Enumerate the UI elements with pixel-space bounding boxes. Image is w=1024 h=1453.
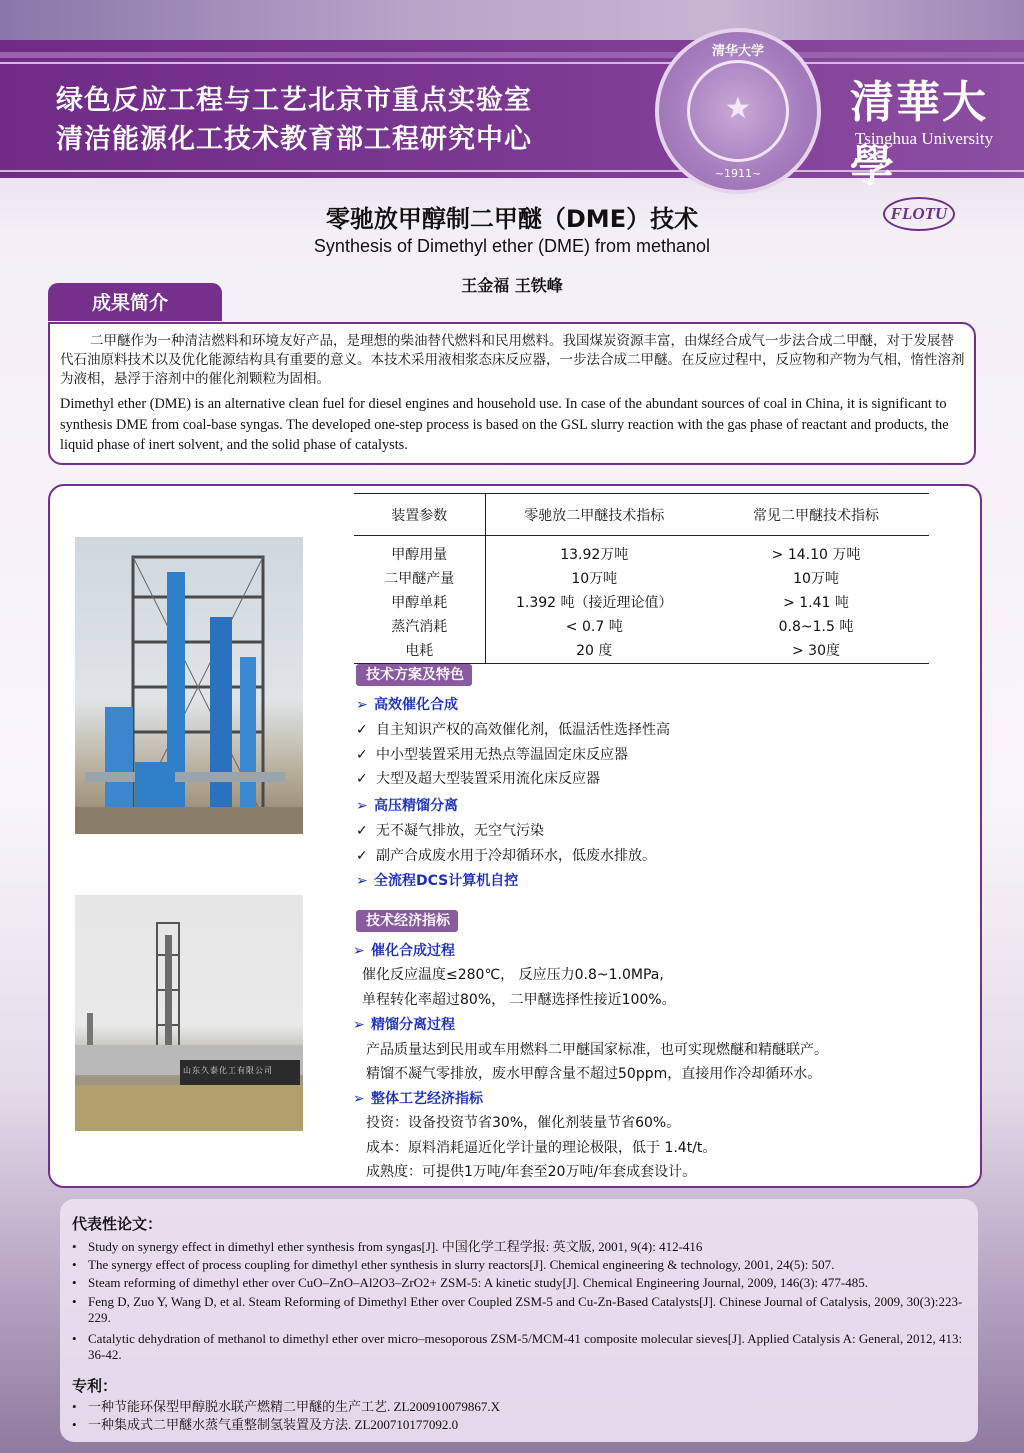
table-cell: 20 度 (485, 638, 703, 664)
arrow-icon: ➢ (353, 1017, 365, 1033)
feature-heading: ➢ 高效催化合成 (356, 697, 458, 713)
check-icon: ✓ (356, 823, 368, 839)
feature-heading: ➢ 全流程DCS计算机自控 (356, 873, 519, 889)
feature-item: ✓ 无不凝气排放，无空气污染 (356, 823, 544, 839)
authors: 王金福 王铁峰 (461, 276, 563, 295)
lab-name: 绿色反应工程与工艺北京市重点实验室 (56, 85, 532, 116)
check-icon: ✓ (356, 722, 368, 738)
feature-item: ✓ 中小型装置采用无热点等温固定床反应器 (356, 747, 628, 763)
section-tag-economics: 技术经济指标 (356, 910, 458, 932)
table-cell: 10万吨 (793, 570, 839, 587)
bullet-icon: • (72, 1239, 77, 1254)
feature-item: ✓ 自主知识产权的高效催化剂，低温活性选择性高 (356, 722, 670, 738)
summary-text-en: Dimethyl ether (DME) is an alternative clean fuel for diesel engines and household use. In case of the abundant sources of coal in China, it is significant to synthesis DME from coal-base syngas. The developed one-step process is based on the GSL slurry reaction with the gas phase of reactant and products, the liquid phase of inert solvent, and the solid phase of catalysts. (60, 396, 949, 453)
reference-item: • Feng D, Zuo Y, Wang D, et al. Steam Reforming of Dimethyl Ether over Coupled ZSM-5 and Cu-Zn-Based Catalysts[J]. Chinese Journal of Catalysis, 2009, 30(3):223-229. (72, 1294, 963, 1325)
bullet-icon: • (72, 1275, 77, 1290)
table-cell: 电耗 (354, 638, 485, 664)
table-cell: 甲醇单耗 (354, 590, 485, 614)
poster-title-en: Synthesis of Dimethyl ether (DME) from methanol (313, 236, 711, 256)
factory-sign: 山东久泰化工有限公司 (183, 1066, 273, 1075)
table-cell: 二甲醚产量 (354, 566, 485, 590)
bullet-icon: • (72, 1257, 77, 1272)
patents-heading: 专利： (72, 1377, 118, 1395)
patent-item: • 一种集成式二甲醚水蒸气重整制氢装置及方法. ZL200710177092.0 (72, 1417, 459, 1432)
table-row (354, 536, 929, 566)
feature-item: ✓ 副产合成废水用于冷却循环水，低废水排放。 (356, 848, 656, 864)
arrow-icon: ➢ (356, 697, 368, 713)
feature-item: ✓ 大型及超大型装置采用流化床反应器 (356, 771, 600, 787)
table-header-cell: 装置参数 (354, 494, 485, 536)
table-cell: 1.392 吨（接近理论值） (515, 594, 673, 611)
table-row (354, 614, 929, 638)
summary-text-cn: 二甲醚作为一种清洁燃料和环境友好产品，是理想的柴油替代燃料和民用燃料。我国煤炭资源丰富，由煤经合成气一步法合成二甲醚，对于发展替代石油原料技术以及优化能源结构具有重要的意义。本技术采用液相浆态床反应器，一步法合成二甲醚。在反应过程中，反应物和产物为气相，惰性溶剂为液相，悬浮于溶剂中的催化剂颗粒为固相。 (60, 333, 965, 387)
economics-line: 催化反应温度≤280℃， 反应压力0.8~1.0MPa, (362, 967, 664, 983)
flotu-logo: FLOTU (883, 197, 955, 231)
table-cell: 甲醇用量 (354, 536, 485, 566)
economics-line: 成本：原料消耗逼近化学计量的理论极限，低于 1.4t/t。 (366, 1140, 717, 1156)
feature-heading: ➢ 高压精馏分离 (356, 798, 458, 814)
reference-item: • The synergy effect of process coupling for dimethyl ether synthesis in slurry reactors[J]. Chemical engineering & technology, 2001, 24(5): 507. (72, 1257, 835, 1272)
star-icon: ★ (724, 91, 752, 126)
parameter-table (354, 493, 929, 664)
table-row (354, 566, 929, 590)
papers-heading: 代表性论文： (72, 1215, 163, 1233)
reference-item: • Study on synergy effect in dimethyl ether synthesis from syngas[J]. 中国化学工程学报: 英文版, 2001, 9(4): 412-416 (72, 1239, 703, 1254)
reference-item: • Steam reforming of dimethyl ether over CuO–ZnO–Al2O3–ZrO2+ ZSM-5: A kinetic study[J]. Chemical Engineering Journal, 2009, 146(3): 477-485. (72, 1275, 868, 1290)
table-header-cell: 零驰放二甲醚技术指标 (485, 494, 703, 536)
check-icon: ✓ (356, 848, 368, 864)
table-cell: 13.92万吨 (560, 546, 629, 563)
sky-background (0, 0, 1024, 40)
table-cell: > 1.41 吨 (783, 594, 849, 611)
section-tag-features: 技术方案及特色 (356, 664, 472, 686)
table-row (354, 590, 929, 614)
factory-photo (75, 895, 303, 1131)
patent-item: • 一种节能环保型甲醇脱水联产燃精二甲醚的生产工艺. ZL200910079867.X (72, 1399, 501, 1414)
check-icon: ✓ (356, 771, 368, 787)
seal-year: ~1911~ (714, 167, 762, 180)
table-header-row (354, 494, 929, 536)
economics-line: 精馏不凝气零排放，废水甲醇含量不超过50ppm，直接用作冷却循环水。 (366, 1066, 822, 1082)
table-cell: 蒸汽消耗 (354, 614, 485, 638)
table-row (354, 638, 929, 664)
arrow-icon: ➢ (356, 798, 368, 814)
tsinghua-seal-logo (655, 28, 821, 194)
poster-title-cn: 零驰放甲醇制二甲醚（DME）技术 (325, 205, 699, 233)
banner-stripe (0, 52, 1024, 58)
banner-divider (0, 62, 1024, 64)
university-name-en: Tsinghua University (855, 129, 994, 148)
section-tab-summary: 成果简介 (48, 283, 222, 321)
table-cell: > 14.10 万吨 (771, 546, 861, 563)
table-cell: 0.8~1.5 吨 (778, 618, 854, 635)
table-cell: > 30度 (703, 638, 929, 664)
check-icon: ✓ (356, 747, 368, 763)
economics-line: 产品质量达到民用或车用燃料二甲醚国家标准，也可实现燃醚和精醚联产。 (366, 1042, 828, 1058)
center-name: 清洁能源化工技术教育部工程研究中心 (56, 124, 532, 155)
seal-text: 清华大学 (711, 44, 764, 59)
summary-box (48, 322, 976, 465)
arrow-icon: ➢ (353, 943, 365, 959)
bullet-icon: • (72, 1294, 77, 1309)
bullet-icon: • (72, 1331, 77, 1346)
reference-item: • Catalytic dehydration of methanol to dimethyl ether over micro–mesoporous ZSM-5/MCM-41 composite molecular sieves[J]. Applied Catalysis A: General, 2012, 413: 36-42. (72, 1331, 963, 1362)
economics-line: 单程转化率超过80%， 二甲醚选择性接近100%。 (362, 992, 676, 1008)
economics-heading: ➢ 催化合成过程 (353, 943, 455, 959)
economics-heading: ➢ 整体工艺经济指标 (353, 1091, 483, 1107)
table-header-cell: 常见二甲醚技术指标 (703, 494, 929, 536)
seal-inner-ring (687, 60, 789, 162)
economics-line: 成熟度：可提供1万吨/年套至20万吨/年套成套设计。 (366, 1164, 697, 1180)
university-name-cn: 清華大學 (850, 77, 988, 192)
bullet-icon: • (72, 1417, 77, 1432)
bullet-icon: • (72, 1399, 77, 1414)
plant-photo (75, 537, 303, 834)
table-cell: < 0.7 吨 (565, 618, 623, 635)
table-cell: 10万吨 (571, 570, 618, 587)
economics-heading: ➢ 精馏分离过程 (353, 1017, 455, 1033)
arrow-icon: ➢ (356, 873, 368, 889)
economics-line: 投资：设备投资节省30%，催化剂装量节省60%。 (366, 1115, 681, 1131)
arrow-icon: ➢ (353, 1091, 365, 1107)
